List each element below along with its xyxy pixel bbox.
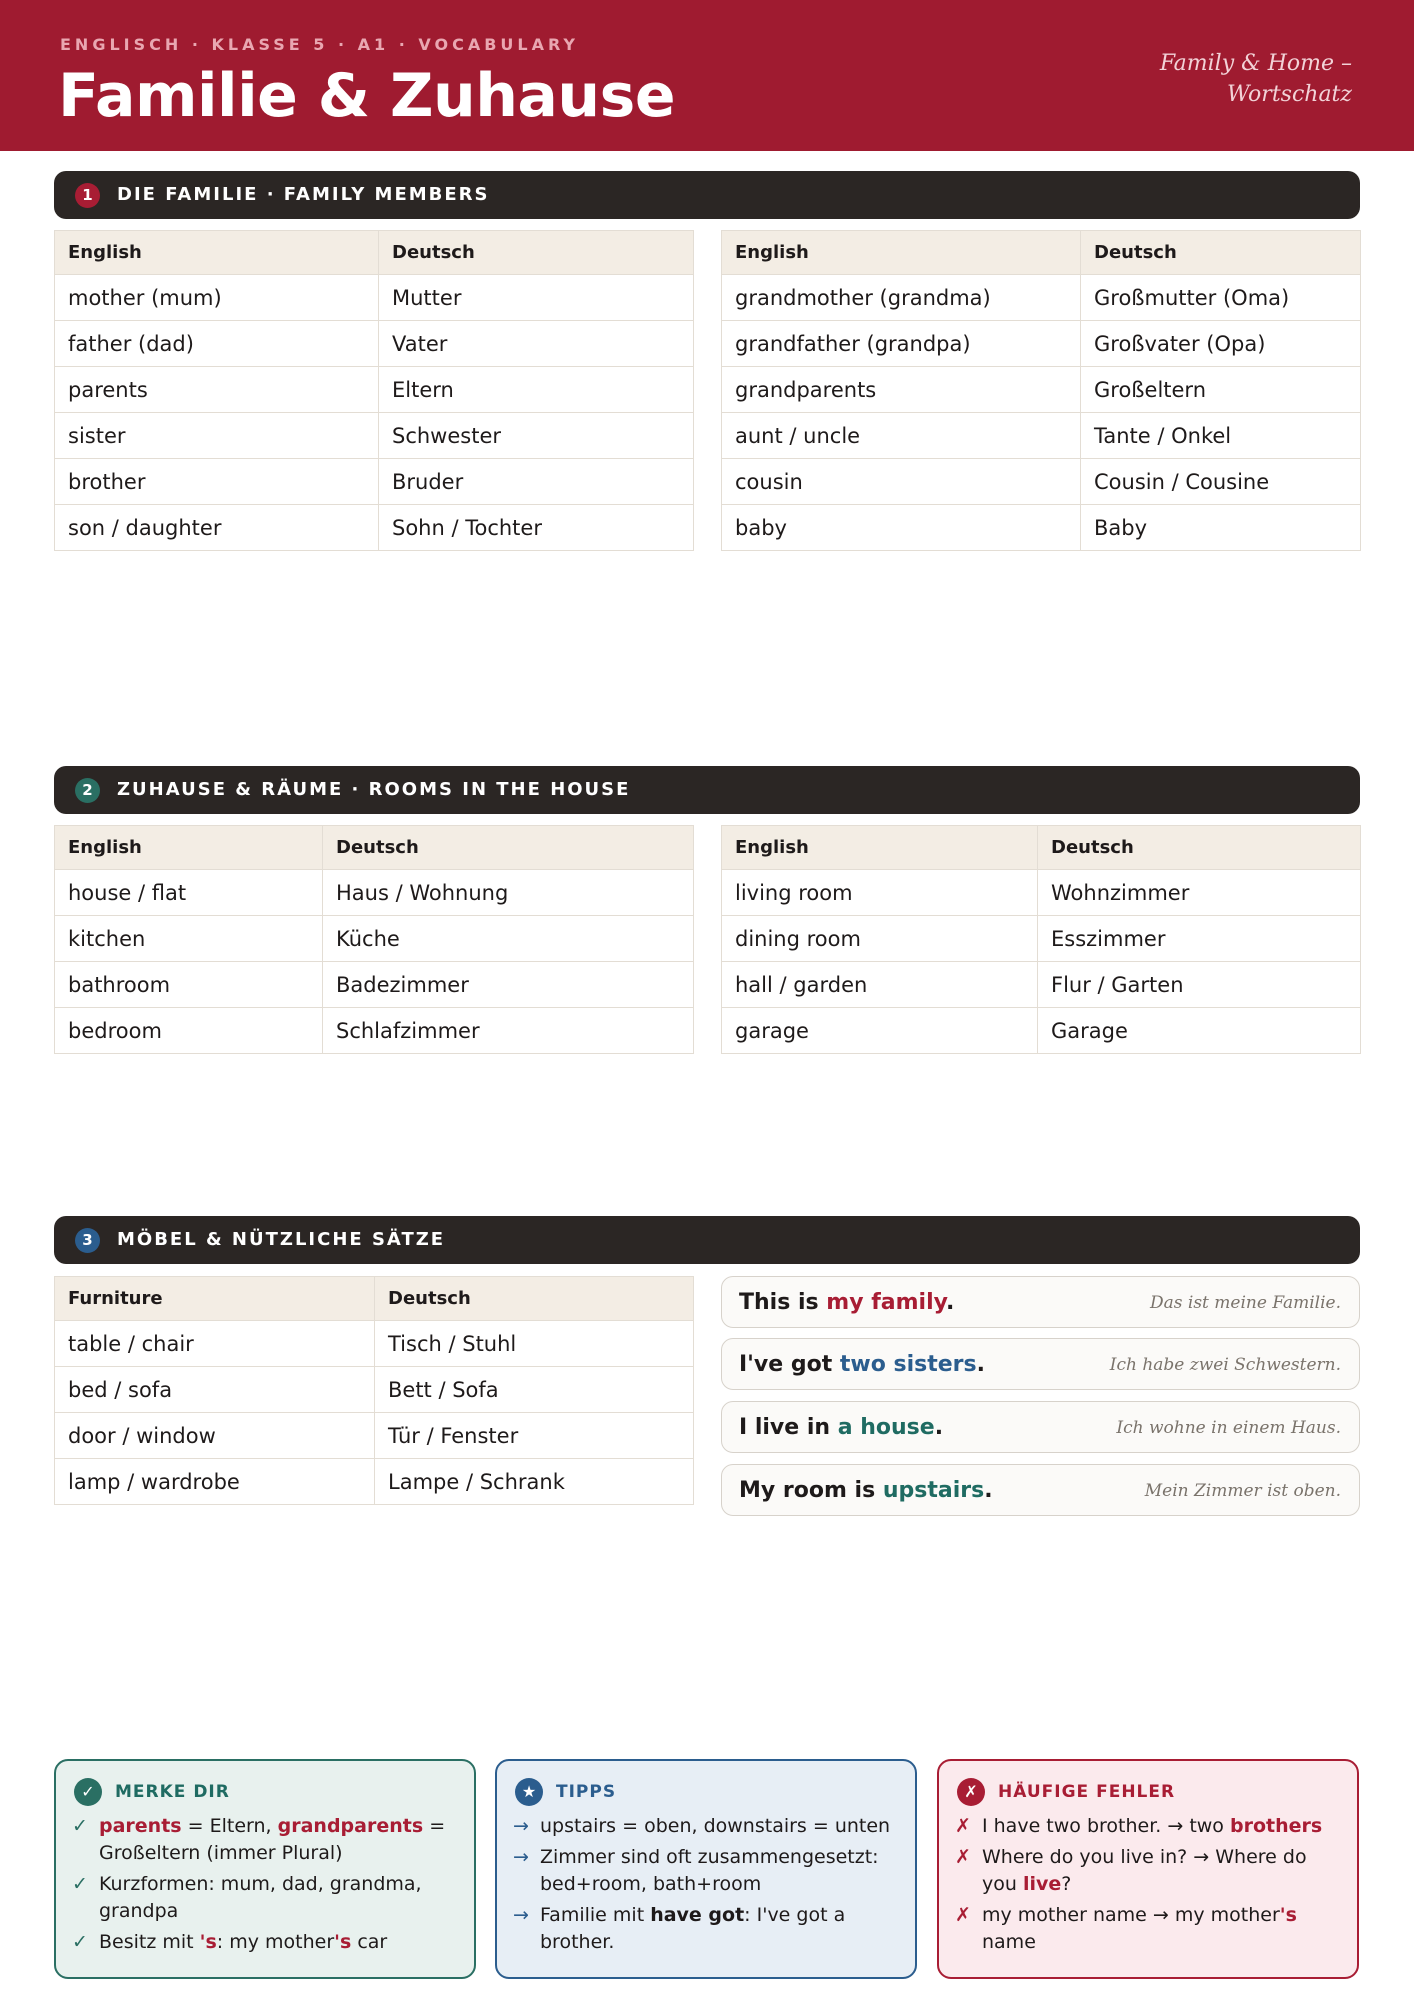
bullet-marker: ✗ [955,1904,971,1926]
table-row [55,870,694,916]
english-term: brother [55,459,379,505]
german-term: Eltern [379,367,694,413]
english-term: baby [722,505,1081,551]
item-text: = Eltern, [181,1815,278,1837]
english-term: parents [55,367,379,413]
emphasis: grandparents [277,1815,424,1837]
phrase-text: I live in [739,1415,838,1440]
table-row [55,1413,694,1459]
list-item [955,1902,1345,1956]
bullet-marker: ✓ [72,1873,88,1895]
table-row [722,962,1361,1008]
table-row [722,1008,1361,1054]
bullet-marker: ✓ [72,1931,88,1953]
phrase-text: . [945,1290,955,1315]
table-row [722,367,1361,413]
column-header: English [55,826,323,870]
box-heading: MERKE DIR [115,1782,230,1802]
phrase-english [739,1352,985,1377]
english-term: table / chair [55,1321,375,1367]
german-term: Schlafzimmer [323,1008,694,1054]
phrase-english [739,1415,943,1440]
phrase-card [721,1464,1360,1516]
column-header: English [722,231,1081,275]
list-item [955,1813,1345,1840]
german-term: Lampe / Schrank [375,1459,694,1505]
table-row [722,505,1361,551]
section-title: MÖBEL & NÜTZLICHE SÄTZE [117,1229,446,1250]
table-row [55,1459,694,1505]
column-header: English [55,231,379,275]
phrase-english [739,1478,993,1503]
english-term: garage [722,1008,1038,1054]
item-text: car [351,1931,388,1953]
german-term: Schwester [379,413,694,459]
english-term: living room [722,870,1038,916]
english-term: kitchen [55,916,323,962]
section-1-bar [54,171,1360,219]
english-term: hall / garden [722,962,1038,1008]
column-header: Deutsch [323,826,694,870]
box-list [72,1813,462,1960]
item-text: ? [1061,1873,1072,1895]
table-header-row [55,1277,694,1321]
item-text: I have two brother. → two [982,1815,1230,1837]
item-text: Kurzformen: mum, dad, grandma, grandpa [99,1873,422,1922]
emphasis: 's [334,1931,352,1953]
column-header: Deutsch [379,231,694,275]
phrase-text: . [976,1352,985,1377]
highlighted-words: a house [837,1415,935,1440]
list-item [72,1813,462,1867]
german-term: Vater [379,321,694,367]
list-item [513,1813,903,1840]
item-text: Familie mit [540,1904,651,1926]
remember-box [54,1759,476,1979]
header-subtitle: Family & Home – Wortschatz [1159,51,1352,107]
german-term: Wohnzimmer [1038,870,1361,916]
item-text: : my mother [216,1931,335,1953]
tips-box [495,1759,917,1979]
emphasis: have got [650,1904,745,1926]
item-text: Zimmer sind oft zusammengesetzt: bed+room, bath+room [540,1846,879,1895]
german-term: Badezimmer [323,962,694,1008]
german-term: Bruder [379,459,694,505]
bullet-marker: ✓ [72,1815,88,1837]
phrase-german: Das ist meine Familie. [1150,1293,1341,1313]
box-list [513,1813,903,1960]
german-term: Bett / Sofa [375,1367,694,1413]
german-term: Garage [1038,1008,1361,1054]
english-term: grandfather (grandpa) [722,321,1081,367]
item-text: Besitz mit [99,1931,200,1953]
box-list [955,1813,1345,1960]
german-term: Großeltern [1081,367,1361,413]
box-heading: TIPPS [556,1782,617,1802]
column-header: Deutsch [375,1277,694,1321]
section-number-badge: 3 [75,1228,100,1253]
phrase-text: I've got [739,1352,840,1377]
table-header-row [722,231,1361,275]
english-term: cousin [722,459,1081,505]
english-term: grandmother (grandma) [722,275,1081,321]
english-term: bathroom [55,962,323,1008]
item-text: my mother name → my mother [982,1904,1280,1926]
box-heading: HÄUFIGE FEHLER [998,1782,1176,1802]
table-header-row [55,231,694,275]
family-table-left [54,230,694,551]
phrase-card [721,1276,1360,1328]
table-row [55,321,694,367]
cross-icon: ✗ [957,1778,985,1806]
english-term: father (dad) [55,321,379,367]
bullet-marker: → [513,1904,529,1926]
table-row [55,367,694,413]
page-title: Familie & Zuhause [58,61,676,131]
highlighted-words: my family [826,1290,946,1315]
german-term: Mutter [379,275,694,321]
section-title: ZUHAUSE & RÄUME · ROOMS IN THE HOUSE [117,779,631,800]
emphasis: 's [199,1931,217,1953]
section-title: DIE FAMILIE · FAMILY MEMBERS [117,184,490,205]
bullet-marker: ✗ [955,1846,971,1868]
column-header: Deutsch [1081,231,1361,275]
bullet-marker: → [513,1815,529,1837]
english-term: lamp / wardrobe [55,1459,375,1505]
english-term: grandparents [722,367,1081,413]
section-2-bar [54,766,1360,814]
table-row [722,413,1361,459]
phrase-text: . [934,1415,944,1440]
emphasis: parents [99,1815,182,1837]
list-item [513,1902,903,1956]
rooms-table-left [54,825,694,1054]
table-row [722,321,1361,367]
emphasis: brothers [1229,1815,1323,1837]
bullet-marker: → [513,1846,529,1868]
section-number-badge: 2 [75,778,100,803]
table-row [722,870,1361,916]
rooms-table-right [721,825,1361,1054]
table-row [55,916,694,962]
phrase-german: Ich wohne in einem Haus. [1116,1418,1341,1438]
table-row [55,413,694,459]
german-term: Haus / Wohnung [323,870,694,916]
phrase-card [721,1338,1360,1390]
english-term: door / window [55,1413,375,1459]
common-mistakes-box [937,1759,1359,1979]
column-header: Deutsch [1038,826,1361,870]
phrase-english [739,1290,954,1315]
english-term: dining room [722,916,1038,962]
table-row [55,1008,694,1054]
english-term: bedroom [55,1008,323,1054]
list-item [72,1871,462,1925]
page-header [0,0,1414,151]
star-icon: ★ [515,1778,543,1806]
german-term: Baby [1081,505,1361,551]
english-term: house / flat [55,870,323,916]
highlighted-words: two sisters [839,1352,977,1377]
phrase-card [721,1401,1360,1453]
english-term: aunt / uncle [722,413,1081,459]
list-item [72,1929,462,1956]
table-row [55,459,694,505]
item-text: : I've got a brother. [540,1904,846,1953]
table-header-row [55,826,694,870]
list-item [513,1844,903,1898]
german-term: Küche [323,916,694,962]
phrase-german: Mein Zimmer ist oben. [1144,1481,1341,1501]
phrase-text: My room is [739,1478,883,1503]
english-term: bed / sofa [55,1367,375,1413]
item-text: upstairs = oben, downstairs = unten [540,1815,891,1837]
section-number-badge: 1 [75,183,100,208]
emphasis: 's [1279,1904,1297,1926]
table-row [55,962,694,1008]
column-header: Furniture [55,1277,375,1321]
german-term: Sohn / Tochter [379,505,694,551]
german-term: Cousin / Cousine [1081,459,1361,505]
german-term: Großvater (Opa) [1081,321,1361,367]
bullet-marker: ✗ [955,1815,971,1837]
german-term: Tante / Onkel [1081,413,1361,459]
header-kicker: ENGLISCH · KLASSE 5 · A1 · VOCABULARY [60,35,579,54]
german-term: Tisch / Stuhl [375,1321,694,1367]
german-term: Esszimmer [1038,916,1361,962]
table-header-row [722,826,1361,870]
highlighted-words: upstairs [882,1478,985,1503]
list-item [955,1844,1345,1898]
german-term: Flur / Garten [1038,962,1361,1008]
item-text: Where do you live in? → Where do you [982,1846,1307,1895]
table-row [55,505,694,551]
english-term: sister [55,413,379,459]
section-3-bar [54,1216,1360,1264]
item-text: name [982,1931,1036,1953]
emphasis: live [1022,1873,1062,1895]
check-icon: ✓ [74,1778,102,1806]
german-term: Tür / Fenster [375,1413,694,1459]
english-term: mother (mum) [55,275,379,321]
table-row [55,275,694,321]
german-term: Großmutter (Oma) [1081,275,1361,321]
column-header: English [722,826,1038,870]
family-table-right [721,230,1361,551]
english-term: son / daughter [55,505,379,551]
furniture-table [54,1276,694,1505]
phrase-text: This is [739,1290,827,1315]
table-row [722,459,1361,505]
table-row [722,275,1361,321]
item-text: = Großeltern (immer Plural) [99,1815,446,1864]
table-row [55,1367,694,1413]
table-row [722,916,1361,962]
phrase-text: . [984,1478,993,1503]
phrase-german: Ich habe zwei Schwestern. [1109,1355,1341,1375]
table-row [55,1321,694,1367]
